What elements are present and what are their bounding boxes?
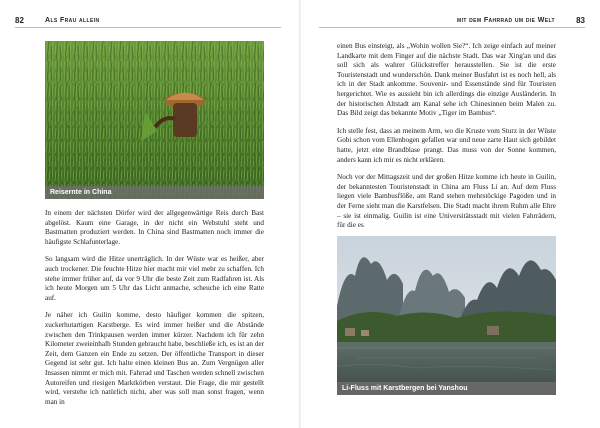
left-body-text — [45, 209, 264, 407]
right-paragraph-1: einen Bus einsteigt, als „Wohin wollen Sie?“. Ich zeige einfach auf meiner Landkarte mit dem Finger auf die nächste Stadt. Das war Xing'an und das soll sich als wahrer Glückstreffer herausstellen. Sie ist die erste Touristenstadt und wunderschön. Dank meiner Busfahrt ist es noch hell, als ich in der Stadt ankomme. Souvenir- und Essenstände sind für Touristen hergerichtet. Wie es aussieht bin ich allerdings die einzige Ausländerin. In der historischen Altstadt am Kanal sehe ich Chinesinnen beim Malen zu. Das Bild zeigt das bekannte Motiv „Tiger im Bambus“. — [337, 42, 556, 118]
right-photo-caption: Li-Fluss mit Karstbergen bei Yanshou — [337, 382, 556, 395]
right-header-rule — [319, 27, 585, 28]
right-page-number: 83 — [576, 16, 585, 25]
left-paragraph-2: So langsam wird die Hitze unerträglich. In der Wüste war es heißer, aber auch trockener. Die feuchte Hitze hier macht mir viel mehr zu schaffen. Ich stehe immer früher auf, da vor 9 Uhr die beste Zeit zum Radfahren ist. Als ich heute Morgen um 5 Uhr das Licht anmache, scheuche ich eine Ratte auf. — [45, 255, 264, 302]
left-paragraph-3: Je näher ich Guilin komme, desto häufiger kommen die spitzen, zuckerhutartigen Karstberge. Es wird immer heißer und die Abstände zwischen den Trinkpausen werden immer kürzer. Nachdem ich für zehn Kilometer zweieinhalb Stunden gebraucht habe, beschließe ich, es ist an der Zeit, dem Ganzen ein Ende zu setzen. Der öffentliche Transport in dieser Gegend ist sehr gut. Ich halte einen kleinen Bus an. Zum Vergnügen aller Insassen nimmt er mich mit. Fahrrad und Taschen werden schnell zwischen Autoreifen und riesigen Marktkörben verstaut. Die Frage, die mir gestellt wird, verstehe ich natürlich nicht, aber was soll man sonst fragen, wenn man in — [45, 311, 264, 406]
left-photo-caption: Reisernte in China — [45, 186, 264, 199]
right-body-text — [337, 42, 556, 231]
karst-landscape-illustration — [337, 236, 556, 395]
right-page — [300, 0, 600, 428]
left-running-head: Als Frau allein — [45, 17, 100, 24]
left-page-number: 82 — [15, 16, 24, 25]
rice-harvest-photo — [45, 41, 264, 199]
rice-field-illustration — [45, 41, 264, 199]
right-paragraph-2: Ich stelle fest, dass an meinem Arm, wo die Kruste vom Sturz in der Wüste Gobi schon vom Ellenbogen gefallen war und neue zarte Haut sich gebildet hatte, jetzt eine Brandblase prangt. Das muss von der Sonne kommen, anders kann ich mir es nicht erklären. — [337, 126, 556, 164]
right-paragraph-3: Noch vor der Mittagszeit und der großen Hitze komme ich heute in Guilin, der bekanntesten Touristenstadt in China am Fluss Li an. Auf dem Fluss liegen viele Bambusflöße, am Rand stehen mehrstöckige Pagoden und in der Ferne sieht man die Karstfelsen. Die Stadt macht ihrem Ruhm alle Ehre – sie ist einmalig. Guilin ist eine Universitätsstadt mit vielen Fahrrädern, für die es — [337, 173, 556, 230]
right-running-head: mit dem Fahrrad um die Welt — [457, 17, 555, 24]
left-header-rule — [15, 27, 281, 28]
left-paragraph-1: In einem der nächsten Dörfer wird der allgegenwärtige Reis durch Bast abgelöst. Kaum eine Garage, in der nicht ein Webstuhl steht und Bastmatten produziert werden. In China sind Bastmatten noch immer die häufigste Schlafunterlage. — [45, 209, 264, 246]
li-river-photo — [337, 236, 556, 395]
